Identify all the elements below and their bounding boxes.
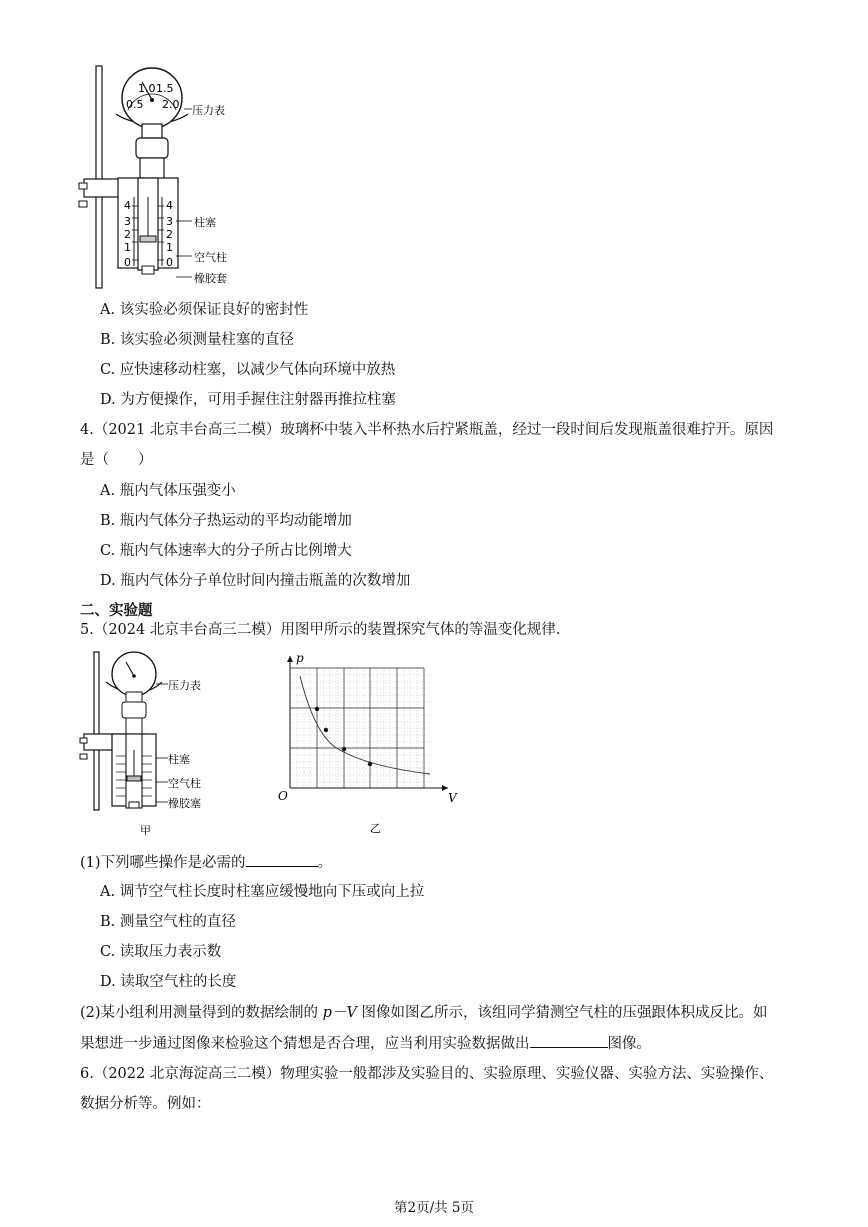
q5-sub2-line1	[80, 1003, 768, 1023]
scale-right-0: 0	[166, 256, 173, 269]
q5-sub2-line2	[80, 1033, 651, 1054]
q5-stem: 5.（2024 北京丰台高三二模）用图甲所示的装置探究气体的等温变化规律.	[80, 622, 561, 638]
q4-option-a: A. 瓶内气体压强变小	[100, 483, 236, 499]
q4-option-d: D. 瓶内气体分子单位时间内撞击瓶盖的次数增加	[100, 573, 411, 589]
scale-right-4: 4	[166, 199, 173, 212]
scale-right-2: 2	[166, 228, 173, 241]
q5-sub1-suffix: 。	[317, 855, 333, 871]
label-air-column: 空气柱	[194, 251, 227, 264]
q4-stem-line2: 是（ ）	[80, 452, 153, 468]
q3-option-a: A. 该实验必须保证良好的密封性	[100, 302, 309, 318]
label-plunger: 柱塞	[194, 216, 216, 229]
jia-label-rubber: 橡胶塞	[168, 797, 201, 810]
axis-label-v: V	[448, 791, 457, 805]
q5-option-b: B. 测量空气柱的直径	[100, 914, 236, 930]
q6-stem-line2: 数据分析等。例如：	[80, 1096, 211, 1112]
jia-label-plunger: 柱塞	[168, 753, 190, 766]
q3-option-c: C. 应快速移动柱塞，以减少气体向环境中放热	[100, 362, 396, 378]
jia-label-gauge: 压力表	[168, 679, 201, 692]
q4-stem-line1: 4.（2021 北京丰台高三二模）玻璃杯中装入半杯热水后拧紧瓶盖，经过一段时间后发现瓶盖很难拧开。原因	[80, 422, 774, 438]
label-rubber-sleeve: 橡胶套	[194, 272, 227, 285]
q5-option-c: C. 读取压力表示数	[100, 944, 222, 960]
apparatus-figure-jia	[80, 650, 220, 840]
jia-caption: 甲	[140, 824, 151, 837]
section-title-experiments: 二、实验题	[80, 602, 153, 619]
scale-right-3: 3	[166, 215, 173, 228]
q4-option-c: C. 瓶内气体速率大的分子所占比例增大	[100, 543, 352, 559]
q3-option-d: D. 为方便操作，可用手握住注射器再推拉柱塞	[100, 392, 396, 408]
q5-sub1	[80, 852, 332, 873]
q5-option-d: D. 读取空气柱的长度	[100, 974, 237, 990]
scale-right-1: 1	[166, 241, 173, 254]
q5-sub2-line2-prefix: 果想进一步通过图像来检验这个猜想是否合理，应当利用实验数据做出	[80, 1036, 530, 1052]
label-gauge: 压力表	[192, 104, 225, 117]
answer-blank-2[interactable]	[530, 1033, 608, 1048]
q4-option-b: B. 瓶内气体分子热运动的平均动能增加	[100, 513, 352, 529]
answer-blank-1[interactable]	[246, 852, 318, 867]
scale-left-2: 2	[124, 228, 131, 241]
q5-option-a: A. 调节空气柱长度时柱塞应缓慢地向下压或向上拉	[100, 884, 425, 900]
gauge-tick-0: 0.5	[126, 98, 144, 111]
q3-option-b: B. 该实验必须测量柱塞的直径	[100, 332, 294, 348]
q6-stem-line1: 6.（2022 北京海淀高三二模）物理实验一般都涉及实验目的、实验原理、实验仪器、实验方法、实验操作、	[80, 1066, 774, 1082]
page-footer: 第2页/共 5页	[393, 1200, 475, 1216]
origin-label: O	[278, 789, 288, 803]
q5-sub2-mid: 图像如图乙所示，该组同学猜测空气柱的压强跟体积成反比。如	[361, 1005, 768, 1021]
yi-caption: 乙	[370, 822, 381, 835]
pv-graph-yi	[280, 648, 460, 838]
q5-sub2-formula: p－V	[322, 1005, 357, 1021]
jia-label-air: 空气柱	[168, 777, 201, 790]
gauge-tick-2: 1.5	[156, 82, 174, 95]
q5-sub1-prefix: (1)下列哪些操作是必需的	[80, 855, 246, 871]
axis-label-p: p	[296, 651, 304, 665]
scale-left-0: 0	[124, 256, 131, 269]
gauge-tick-1: 1.0	[138, 82, 156, 95]
q5-sub2-prefix: (2)某小组利用测量得到的数据绘制的	[80, 1005, 319, 1021]
scale-left-3: 3	[124, 215, 131, 228]
gauge-tick-3: 2.0	[162, 98, 180, 111]
apparatus-figure-1	[76, 66, 246, 288]
scale-left-1: 1	[124, 241, 131, 254]
scale-left-4: 4	[124, 199, 131, 212]
q5-sub2-line2-suffix: 图像。	[607, 1036, 651, 1052]
